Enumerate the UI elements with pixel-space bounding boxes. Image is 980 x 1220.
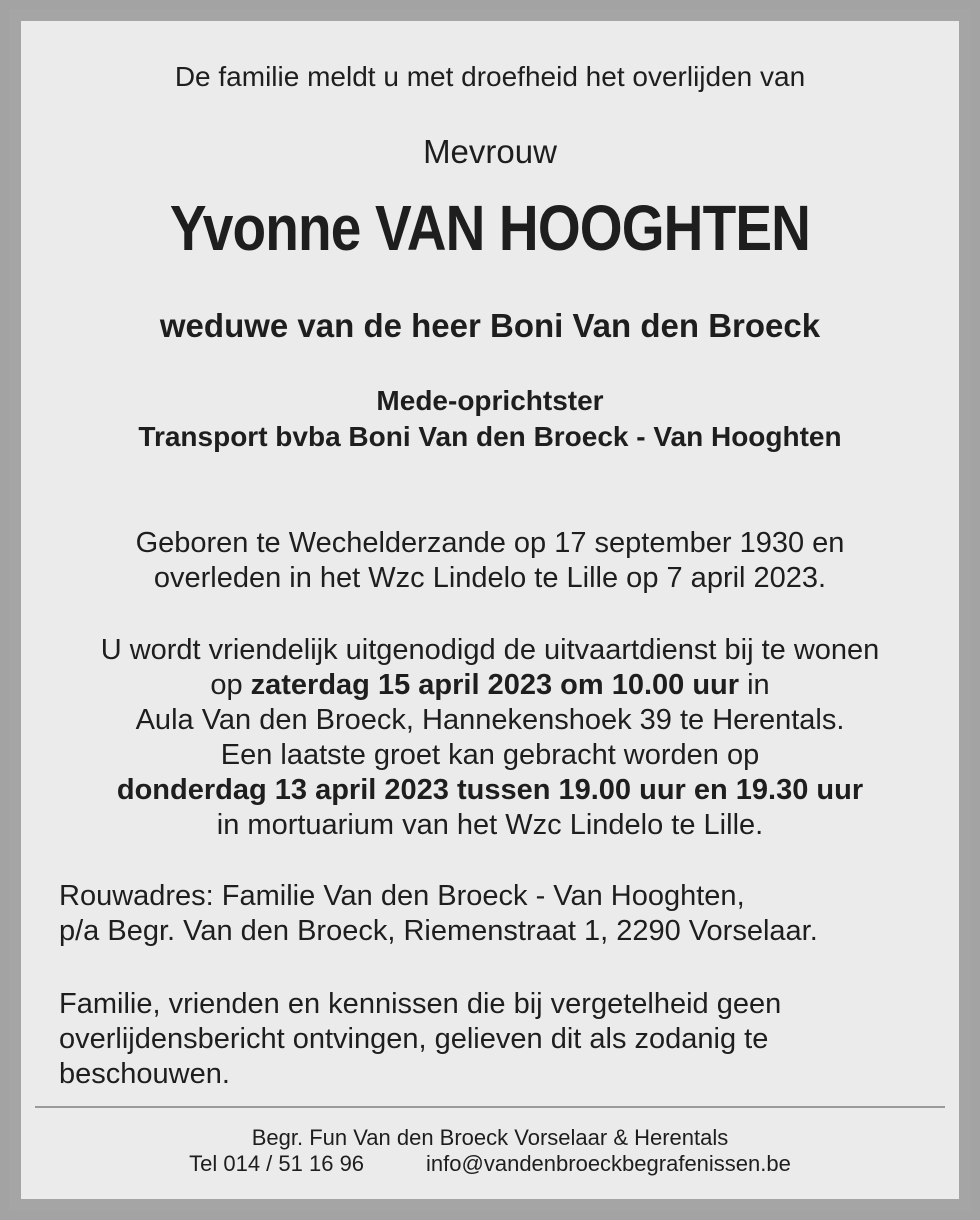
role-line-1: Mede-oprichtster [376, 385, 604, 416]
footer-company: Begr. Fun Van den Broeck Vorselaar & Herentals [251, 1125, 729, 1150]
footer-divider [35, 1106, 945, 1108]
salutation: Mevrouw [423, 133, 557, 170]
rouwadres-line-2: p/a Begr. Van den Broeck, Riemenstraat 1, 2290 Vorselaar. [59, 915, 818, 947]
intro-text: De familie meldt u met droefheid het overlijden van [174, 61, 806, 92]
notice-block [59, 987, 939, 1092]
deceased-name: Yvonne VAN HOOGHTEN [169, 192, 811, 264]
service-line-6: in mortuarium van het Wzc Lindelo te Lille. [216, 809, 764, 841]
role-line-2: Transport bvba Boni Van den Broeck - Van Hooghten [138, 421, 842, 452]
service-line-2 [21, 668, 959, 703]
notice-line-2: overlijdensbericht ontvingen, gelieven dit als zodanig te [59, 1023, 769, 1055]
widow-line: weduwe van de heer Boni Van den Broeck [159, 307, 821, 344]
role-block [21, 383, 959, 455]
notice-line-3: beschouwen. [59, 1058, 230, 1090]
obituary-card [9, 9, 971, 1211]
birth-death-block [21, 526, 959, 596]
footer-email: info@vandenbroeckbegrafenissen.be [426, 1151, 791, 1176]
footer-phone: Tel 014 / 51 16 96 [189, 1151, 365, 1176]
mourning-address [59, 879, 939, 949]
born-line-2: overleden in het Wzc Lindelo te Lille op 7 april 2023. [153, 562, 827, 594]
service-line-3: Aula Van den Broeck, Hannekenshoek 39 te Herentals. [135, 704, 845, 736]
born-line-1: Geboren te Wechelderzande op 17 september 1930 en [135, 527, 845, 559]
service-line-2-post: in [739, 669, 770, 701]
rouwadres-line-1: Rouwadres: Familie Van den Broeck - Van Hooghten, [59, 880, 745, 912]
footer-contact [21, 1151, 959, 1177]
service-datetime: zaterdag 15 april 2023 om 10.00 uur [250, 669, 740, 701]
service-line-5 [21, 773, 959, 808]
notice-line-1: Familie, vrienden en kennissen die bij vergetelheid geen [59, 988, 782, 1020]
service-line-1: U wordt vriendelijk uitgenodigd de uitvaartdienst bij te wonen [100, 634, 880, 666]
service-block [21, 633, 959, 843]
service-line-4: Een laatste groet kan gebracht worden op [220, 739, 760, 771]
service-line-2-pre: op [210, 669, 251, 701]
visitation-datetime: donderdag 13 april 2023 tussen 19.00 uur en 19.30 uur [116, 774, 864, 806]
footer [21, 1125, 959, 1177]
